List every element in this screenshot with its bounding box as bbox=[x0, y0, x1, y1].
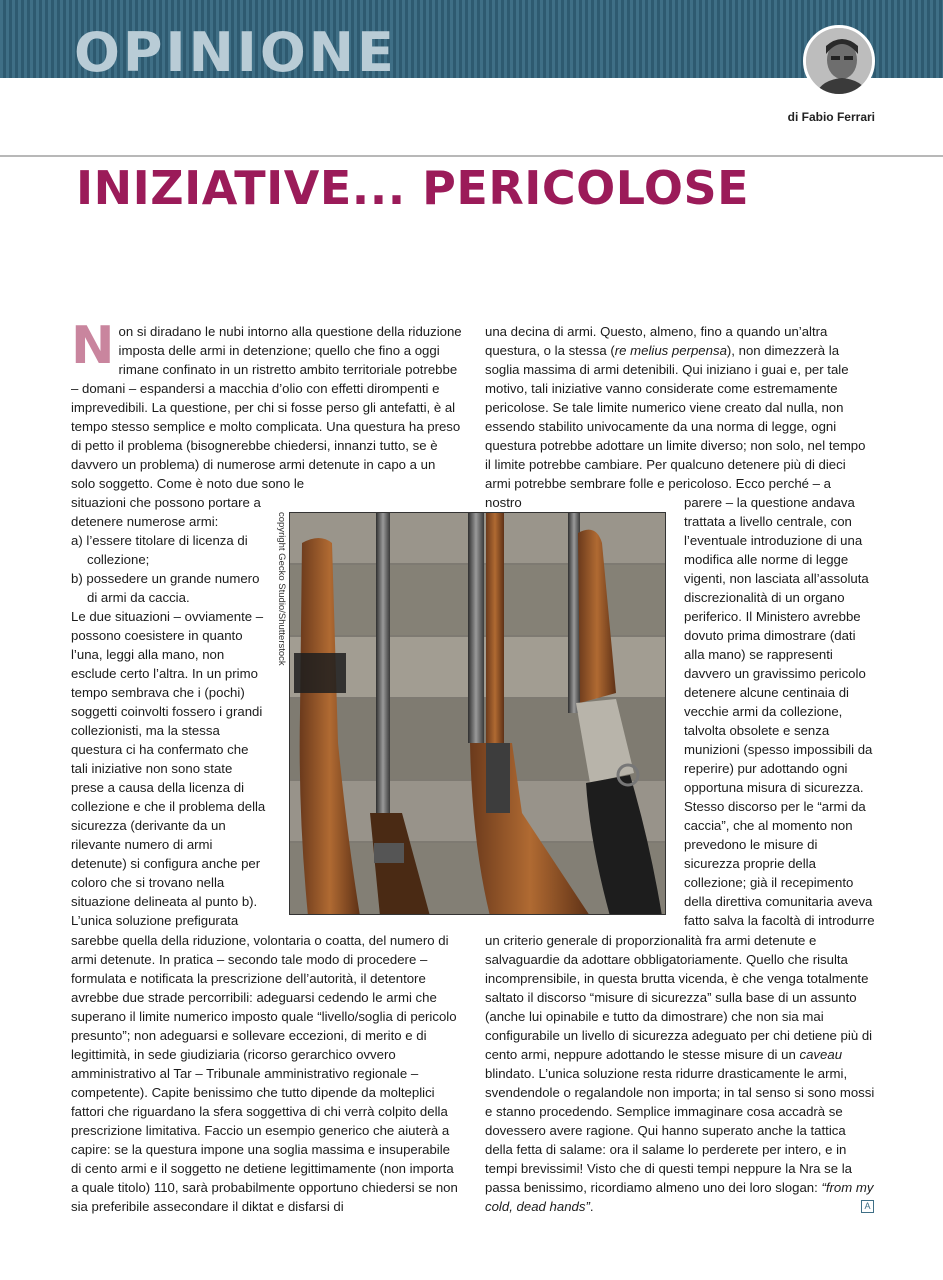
closing-period: . bbox=[589, 1199, 594, 1214]
article-headline: INIZIATIVE... PERICOLOSE bbox=[76, 161, 750, 215]
article-end-icon: A bbox=[861, 1200, 874, 1213]
column-left-wrap bbox=[71, 493, 266, 930]
slogan-quote: “from my cold, dead hands” bbox=[485, 1180, 874, 1214]
author-byline: di Fabio Ferrari bbox=[787, 110, 875, 124]
body-text-right-bottom: un criterio generale di proporzionalità fra armi detenute e salvaguardie da adottare obbligatoriamente. Quello che risulta incomprensibile, in questa brutta vicenda, è che venga totalmente saltato il discorso “misure di sicurezza” sulla base di un assunto (anche lui opinabile e tutto da dimostrare) che non sia mai configurabile un livello di sicurezza adeguato per chi detiene più di cento armi, neppure adottando le stesse misure di un bbox=[485, 933, 873, 1062]
column-right-bottom bbox=[485, 931, 875, 1216]
section-title: OPINIONE bbox=[74, 21, 397, 84]
latin-phrase: re melius perpensa bbox=[614, 343, 727, 358]
header-rule bbox=[0, 155, 943, 157]
body-text-right-top: una decina di armi. Questo, almeno, fino a quando un’altra questura, o la stessa ( bbox=[485, 324, 828, 358]
list-item-b: b) possedere un grande numero di armi da caccia. bbox=[71, 571, 260, 605]
list-intro: situazioni che possono portare a detenere numerose armi: bbox=[71, 495, 261, 529]
caveau-word: caveau bbox=[799, 1047, 843, 1062]
column-left-intro bbox=[71, 316, 463, 493]
column-right-top bbox=[485, 322, 870, 512]
body-text-right-top-cont: ), non dimezzerà la soglia massima di armi detenibili. Qui iniziano i guai e, per tale motivo, tali iniziative vanno considerate come estremamente pericolose. Se tale limite numerico viene creato dal nulla, non essendo stabilito univocamente da una norma di legge, ogni questura potrebbe adottare un limite diverso; non solo, nel tempo il limite potrebbe cambiare. Per qualcuno detenere più di dieci armi potrebbe sembrare folle e pericoloso. Ecco perché – a nostro bbox=[485, 343, 866, 510]
wrap-text-right: parere – la questione andava trattata a livello centrale, con l’eventuale introduzione di una modifica alle norme di legge vigenti, non lasciata all’assoluta discrezionalità di un organo periferico. Il Ministero avrebbe dovuto prima dimostrare (dati alla mano) se rappresenti davvero un gravissimo pericolo detenere alcune centinaia di vecchie armi da collezione, talvolta obsolete e senza munizioni (spesso impossibili da reperire) pur adottando ogni opportuna misura di sicurezza. Stesso discorso per le “armi da caccia”, che al momento non prevedono le misure di sicurezza proprie della collezione; già il recepimento della direttiva comunitaria aveva fatto salva la facoltà di introdurre bbox=[684, 495, 875, 928]
body-text-left-bottom: sarebbe quella della riduzione, volontaria o coatta, del numero di armi detenute. In pratica – secondo tale modo di procedere – formulata e notificata la prescrizione dell’autorità, il detentore avrebbe due strade percorribili: adeguarsi cedendo le armi che superano il limite numerico imposto quale “livello/soglia di pericolo presunto”; non adeguarsi e sollevare eccezioni, di merito e di legittimità, in sede giudiziaria (ricorso gerarchico ovvero amministrativo al Tar – Tribunale amministrativo regionale – competente). Capite benissimo che tutto dipende da molteplici fattori che riguardano la sfera soggettiva di chi verrà colpito della prescrizione limitativa. Faccio un esempio generico che aiuterà a capire: se la questura impone una soglia massima e insuperabile di cento armi e il soggetto ne detiene legittimamente (non importa a quale titolo) 110, sarà probabilmente opportuno chiedersi se non sia preferibile assecondare il diktat e disfarsi di bbox=[71, 933, 458, 1214]
wrap-text-left: Le due situazioni – ovviamente – possono coesistere in quanto l’una, leggi alla mano, non esclude certo l’altra. In un primo tempo sembrava che i (pochi) soggetti coinvolti fossero i grandi collezionisti, ma la stessa questura ci ha confermato che tali iniziative non sono state prese a causa della licenza di collezione e che il problema della sicurezza (derivante da un rilevante numero di armi detenute) si configura anche per coloro che si trovano nella situazione delineata al punto b). L’unica soluzione prefigurata bbox=[71, 609, 266, 928]
author-photo bbox=[803, 25, 875, 97]
column-left-bottom bbox=[71, 931, 463, 1216]
body-text-right-bottom-cont: blindato. L’unica soluzione resta ridurre drasticamente le armi, svendendole o regalandole non importa; in tal senso si sono mossi e stanno procedendo. Semplice immaginare cosa accadrà se dovessero avere ragione. Qui hanno superato anche la tattica della fetta di salame: ora il salame lo perderete per intero, e in tempi brevissimi! Visto che di questi tempi neppure la Nra se la passa benissimo, ricordiamo almeno uno dei loro slogan: bbox=[485, 1066, 875, 1195]
rifles-photo bbox=[289, 512, 666, 915]
drop-cap: N bbox=[71, 316, 115, 376]
list-item-a: a) l’essere titolare di licenza di collezione; bbox=[71, 533, 248, 567]
intro-text: on si diradano le nubi intorno alla questione della riduzione imposta delle armi in detenzione; quello che fino a oggi rimane confinato in un ristretto ambito territoriale potrebbe – domani – espandersi a macchia d’olio con effetti dirompenti e imprevedibili. La questione, per chi si fosse perso gli antefatti, è al tempo stesso semplice e molto complicata. Una questura ha preso di petto il problema (bisognerebbe chiedersi, innanzi tutto, se è davvero un problema) di numerose armi detenute in capo a un solo soggetto. Come è noto due sono le bbox=[71, 324, 462, 491]
column-right-wrap bbox=[684, 493, 876, 930]
photo-credit: copyright Gecko Studio/Shutterstock bbox=[276, 512, 287, 666]
